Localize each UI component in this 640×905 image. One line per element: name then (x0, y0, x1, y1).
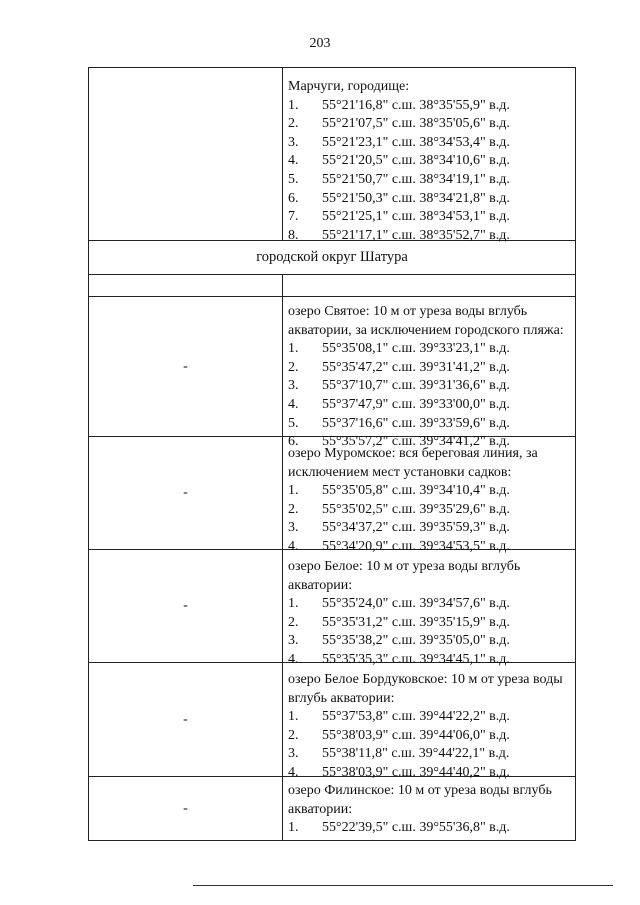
table-row (89, 663, 575, 780)
coordinate-item: 4. 55°38'03,9" с.ш. 39°44'40,2" в.д. (288, 764, 510, 780)
coordinate-item: 2. 55°35'02,5" с.ш. 39°35'29,6" в.д. (288, 501, 510, 517)
coordinate-item: 3. 55°37'10,7" с.ш. 39°31'36,6" в.д. (288, 378, 510, 394)
row-left-cell: - (89, 663, 283, 776)
coordinate-item: 4. 55°21'20,5" с.ш. 38°34'10,6" в.д. (288, 153, 510, 169)
coordinate-item: 1. 55°21'16,8" с.ш. 38°35'55,9" в.д. (288, 97, 510, 113)
object-description: озеро Святое: 10 м от уреза воды вглубь акватории, за исключением городского пляжа: (288, 304, 564, 338)
section-heading: городской округ Шатура (256, 249, 408, 265)
object-description: озеро Филинское: 10 м от уреза воды вглубь акватории: (288, 783, 552, 817)
coordinate-item: 5. 55°37'16,6" с.ш. 39°33'59,6" в.д. (288, 415, 510, 431)
coordinate-item: 4. 55°34'20,9" с.ш. 39°34'53,5" в.д. (288, 538, 510, 554)
coordinate-item: 1. 55°35'24,0" с.ш. 39°34'57,6" в.д. (288, 596, 510, 612)
coordinate-item: 6. 55°35'57,2" с.ш. 39°34'41,2" в.д. (288, 434, 510, 450)
row-left-cell: - (89, 297, 283, 436)
coordinate-item: 1. 55°35'05,8" с.ш. 39°34'10,4" в.д. (288, 483, 510, 499)
coordinate-item: 4. 55°37'47,9" с.ш. 39°33'00,0" в.д. (288, 396, 510, 412)
object-description: озеро Белое: 10 м от уреза воды вглубь акватории: (288, 559, 521, 593)
coordinate-item: 4. 55°35'35,3" с.ш. 39°34'45,1" в.д. (288, 651, 510, 667)
coordinate-item: 2. 55°21'07,5" с.ш. 38°35'05,6" в.д. (288, 116, 510, 132)
coordinate-item: 1. 55°37'53,8" с.ш. 39°44'22,2" в.д. (288, 709, 510, 725)
table-row-empty (89, 275, 575, 297)
coordinate-item: 5. 55°21'50,7" с.ш. 38°34'19,1" в.д. (288, 171, 510, 187)
row-right-cell (288, 437, 571, 557)
coordinate-item: 1. 55°35'08,1" с.ш. 39°33'23,1" в.д. (288, 341, 510, 357)
row-right-cell (288, 68, 571, 245)
page-number: 203 (309, 36, 331, 51)
coordinate-item: 8. 55°21'17,1" с.ш. 38°35'52,7" в.д. (288, 227, 510, 243)
coordinate-item: 3. 55°38'11,8" с.ш. 39°44'22,1" в.д. (288, 746, 510, 762)
table-row (89, 550, 575, 667)
table-row (89, 68, 575, 241)
row-right-cell (288, 550, 571, 670)
coordinate-item: 7. 55°21'25,1" с.ш. 38°34'53,1" в.д. (288, 209, 510, 225)
coordinate-item: 6. 55°21'50,3" с.ш. 38°34'21,8" в.д. (288, 190, 510, 206)
coordinate-item: 3. 55°21'23,1" с.ш. 38°34'53,4" в.д. (288, 134, 510, 150)
coordinate-item: 3. 55°34'37,2" с.ш. 39°35'59,3" в.д. (288, 520, 510, 536)
row-right-cell (288, 663, 571, 783)
table-row (89, 437, 575, 554)
coordinate-item: 2. 55°35'31,2" с.ш. 39°35'15,9" в.д. (288, 614, 510, 630)
section-heading-row (89, 241, 575, 275)
document-table (88, 67, 576, 841)
row-left-cell: - (89, 550, 283, 662)
coordinate-item: 2. 55°38'03,9" с.ш. 39°44'06,0" в.д. (288, 727, 510, 743)
row-left-cell: - (89, 437, 283, 549)
row-left-cell (89, 275, 283, 296)
object-description: Марчуги, городище: (288, 79, 410, 94)
scan-edge-line (193, 885, 613, 886)
coordinate-item: 1. 55°22'39,5" с.ш. 39°55'36,8" в.д. (288, 820, 510, 836)
row-right-cell (288, 297, 571, 452)
object-description: озеро Белое Бордуковское: 10 м от уреза воды вглубь акватории: (288, 672, 563, 706)
row-left-cell: - (89, 777, 283, 840)
object-description: озеро Муромское: вся береговая линия, за исключением мест установки садков: (288, 446, 538, 480)
coordinate-item: 2. 55°35'47,2" с.ш. 39°31'41,2" в.д. (288, 359, 510, 375)
coordinate-item: 3. 55°35'38,2" с.ш. 39°35'05,0" в.д. (288, 633, 510, 649)
table-row (89, 777, 575, 840)
table-row (89, 297, 575, 450)
row-left-cell (89, 68, 283, 240)
row-right-cell (288, 777, 571, 838)
